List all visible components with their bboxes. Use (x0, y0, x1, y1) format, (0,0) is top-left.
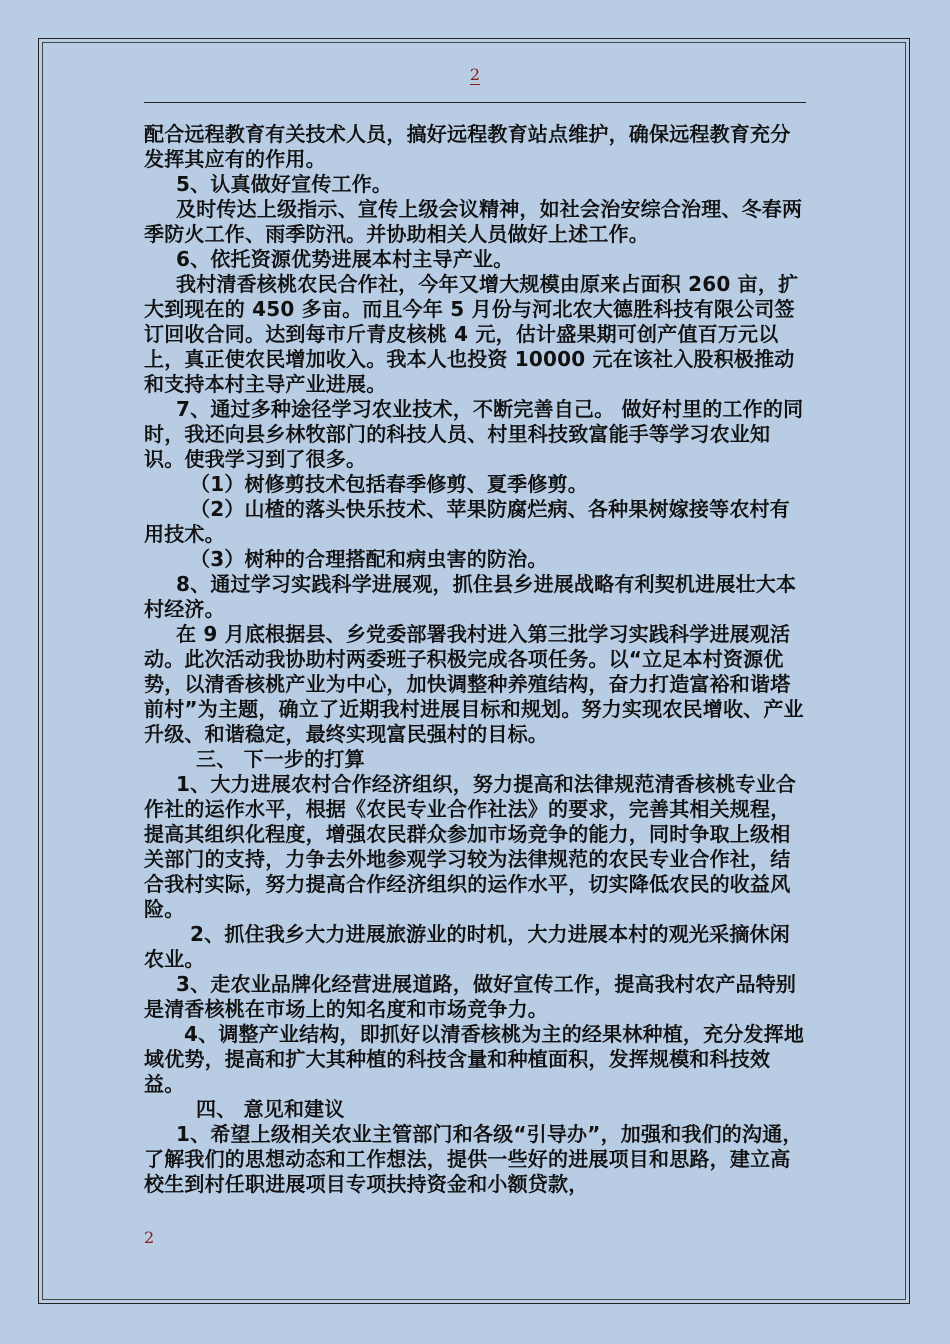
footer-page-number: 2 (144, 1228, 155, 1247)
paragraph: 1、希望上级相关农业主管部门和各级“引导办”，加强和我们的沟通，了解我们的思想动态和工作想法，提供一些好的进展项目和思路，建立高校生到村任职进展项目专项扶持资金和小额贷款， (144, 1122, 803, 1196)
document-body (144, 122, 808, 1197)
paragraph: 8、通过学习实践科学进展观，抓住县乡进展战略有利契机进展壮大本村经济。 (144, 572, 797, 621)
paragraph: 4、调整产业结构，即抓好以清香核桃为主的经果林种植，充分发挥地域优势，提高和扩大其种植的科技含量和种植面积，发挥规模和科技效益。 (144, 1022, 805, 1096)
paragraph: 在 9 月底根据县、乡党委部署我村进入第三批学习实践科学进展观活动。此次活动我协助村两委班子积极完成各项任务。以“立足本村资源优势，以清香核桃产业为中心，加快调整种养殖结构，奋力打造富裕和谐塔前村”为主题，确立了近期我村进展目标和规划。努力实现农民增收、产业升级、和谐稳定，最终实现富民强村的目标。 (144, 622, 804, 746)
paragraph: 7、通过多种途径学习农业技术，不断完善自己。 做好村里的工作的同时，我还向县乡林牧部门的科技人员、村里科技致富能手等学习农业知识。使我学习到了很多。 (144, 397, 804, 471)
paragraph: 及时传达上级指示、宣传上级会议精神，如社会治安综合治理、冬春两季防火工作、雨季防汛。并协助相关人员做好上述工作。 (144, 197, 803, 246)
section-heading: 四、 意见和建议 (196, 1097, 345, 1121)
header-page-number-text: 2 (469, 65, 481, 84)
paragraph: 2、抓住我乡大力进展旅游业的时机，大力进展本村的观光采摘休闲农业。 (144, 922, 790, 971)
paragraph: 1、大力进展农村合作经济组织，努力提高和法律规范清香核桃专业合作社的运作水平，根据《农民专业合作社法》的要求，完善其相关规程，提高其组织化程度，增强农民群众参加市场竞争的能力，同时争取上级相关部门的支持，力争去外地参观学习较为法律规范的农民专业合作社，结合我村实际，努力提高合作经济组织的运作水平，切实降低农民的收益风险。 (144, 772, 797, 921)
paragraph: （1）树修剪技术包括春季修剪、夏季修剪。 (190, 472, 588, 496)
header-page-number (0, 64, 950, 86)
paragraph: 配合远程教育有关技术人员，搞好远程教育站点维护，确保远程教育充分发挥其应有的作用。 (144, 122, 791, 171)
paragraph: （3）树种的合理搭配和病虫害的防治。 (190, 547, 548, 571)
paragraph: 5、认真做好宣传工作。 (176, 172, 393, 196)
paragraph: 3、走农业品牌化经营进展道路，做好宣传工作，提高我村农产品特别是清香核桃在市场上的知名度和市场竞争力。 (144, 972, 797, 1021)
header-rule (144, 102, 806, 103)
paragraph: （2）山楂的落头快乐技术、苹果防腐烂病、各种果树嫁接等农村有用技术。 (144, 497, 790, 546)
paragraph: 我村清香核桃农民合作社，今年又增大规模由原来占面积 260 亩，扩大到现在的 450 多亩。而且今年 5 月份与河北农大德胜科技有限公司签订回收合同。达到每市斤青皮核桃 4 元，估计盛果期可创产值百万元以上，真正使农民增加收入。我本人也投资 10000 元在该社入股积极推动和支持本村主导产业进展。 (144, 272, 799, 396)
section-heading: 三、 下一步的打算 (196, 747, 365, 771)
paragraph: 6、依托资源优势进展本村主导产业。 (176, 247, 514, 271)
